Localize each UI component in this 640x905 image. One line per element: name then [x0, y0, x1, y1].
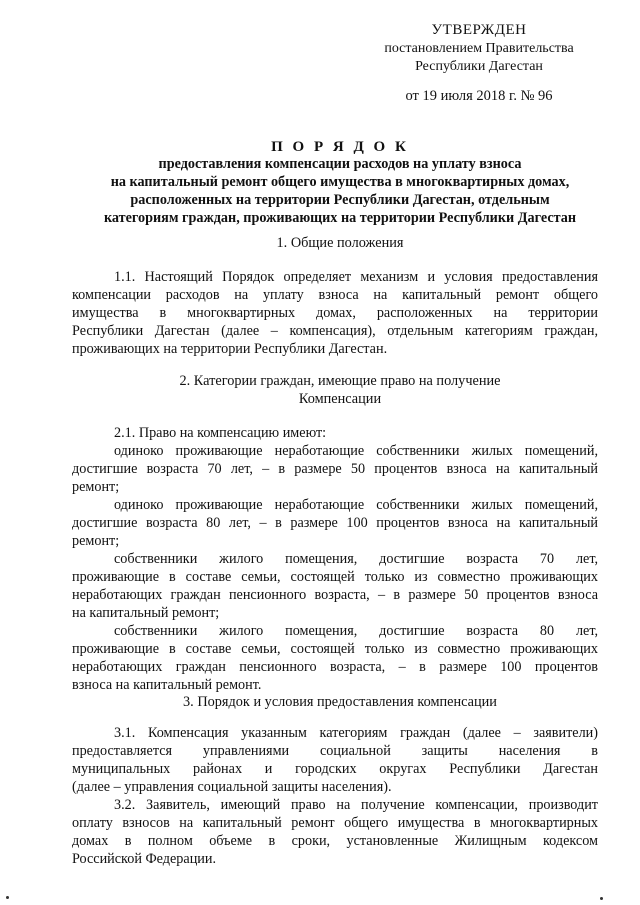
section-2-heading: [70, 372, 610, 408]
section-3-heading: 3. Порядок и условия предоставления компенсации: [183, 694, 497, 710]
subtitle-line: предоставления компенсации расходов на уплату взноса: [158, 156, 522, 172]
paragraph-1-1: [72, 268, 598, 358]
heading-line: Компенсации: [298, 391, 382, 407]
text-line: оплату взносов на капитальный ремонт общего имущества в многоквартирных: [72, 815, 598, 831]
text-line: домах в полном объеме в сроки, установленные Жилищным кодексом: [72, 833, 598, 849]
scan-speck: [6, 896, 9, 899]
paragraph-2-1: [72, 424, 598, 694]
text-line: одиноко проживающие неработающие собственники жилых помещений,: [114, 443, 598, 459]
approval-line-1: постановлением Правительства: [384, 41, 574, 56]
text-line: компенсации расходов на уплату взноса на капитальный ремонт общего: [72, 287, 598, 303]
text-line: муниципальных районах и городских округах Республики Дагестан: [72, 761, 598, 777]
text-line: Российской Федерации.: [72, 851, 217, 867]
text-line: неработающих граждан пенсионного возраста, – в размере 100 процентов: [72, 659, 598, 675]
subtitle-line: категориям граждан, проживающих на территории Республики Дагестан: [103, 210, 577, 226]
text-line: имущества в многоквартирных домах, расположенных на территории: [72, 305, 598, 321]
heading-line: 2. Категории граждан, имеющие право на получение: [179, 373, 501, 389]
text-line: на капитальный ремонт;: [72, 605, 220, 621]
text-line: 3.2. Заявитель, имеющий право на получение компенсации, производит: [114, 797, 598, 813]
approval-date: от 19 июля 2018 г. № 96: [405, 88, 553, 104]
paragraph-3-2: [72, 796, 598, 868]
scan-speck: [600, 897, 603, 900]
subtitle-line: на капитальный ремонт общего имущества в многоквартирных домах,: [110, 174, 570, 190]
text-line: проживающие в составе семьи, состоящей только из совместно проживающих: [72, 569, 598, 585]
text-line: 3.1. Компенсация указанным категориям граждан (далее – заявители): [114, 725, 598, 741]
approval-stamp: [364, 20, 594, 106]
approval-line-2: Республики Дагестан: [415, 59, 543, 74]
text-line: собственники жилого помещения, достигшие возраста 80 лет,: [114, 623, 598, 639]
text-line: (далее – управления социальной защиты населения).: [72, 779, 392, 795]
approval-title: УТВЕРЖДЕН: [431, 22, 527, 38]
subtitle-line: расположенных на территории Республики Дагестан, отдельным: [130, 192, 550, 208]
text-line: достигшие возраста 70 лет, – в размере 50 процентов взноса на капитальный: [72, 461, 598, 477]
text-line: взноса на капитальный ремонт.: [72, 677, 262, 693]
text-line: собственники жилого помещения, достигшие возраста 70 лет,: [114, 551, 598, 567]
text-line: ремонт;: [72, 533, 120, 549]
section-1-heading: 1. Общие положения: [276, 235, 404, 251]
document-title: П О Р Я Д О К: [271, 139, 409, 155]
text-line: достигшие возраста 80 лет, – в размере 100 процентов взноса на капитальный: [72, 515, 598, 531]
text-line: неработающих граждан пенсионного возраста, – в размере 50 процентов взноса: [72, 587, 598, 603]
text-line: проживающие в составе семьи, состоящей только из совместно проживающих: [72, 641, 598, 657]
text-line: Республики Дагестан (далее – компенсация), отдельным категориям граждан,: [72, 323, 598, 339]
document-subtitle: [70, 155, 610, 227]
text-line: 2.1. Право на компенсацию имеют:: [114, 425, 327, 441]
text-line: 1.1. Настоящий Порядок определяет механизм и условия предоставления: [114, 269, 598, 285]
text-line: проживающих на территории Республики Дагестан.: [72, 341, 388, 357]
text-line: предоставляется управлениями социальной защиты населения в: [72, 743, 598, 759]
paragraph-3-1: [72, 724, 598, 796]
text-line: ремонт;: [72, 479, 120, 495]
text-line: одиноко проживающие неработающие собственники жилых помещений,: [114, 497, 598, 513]
